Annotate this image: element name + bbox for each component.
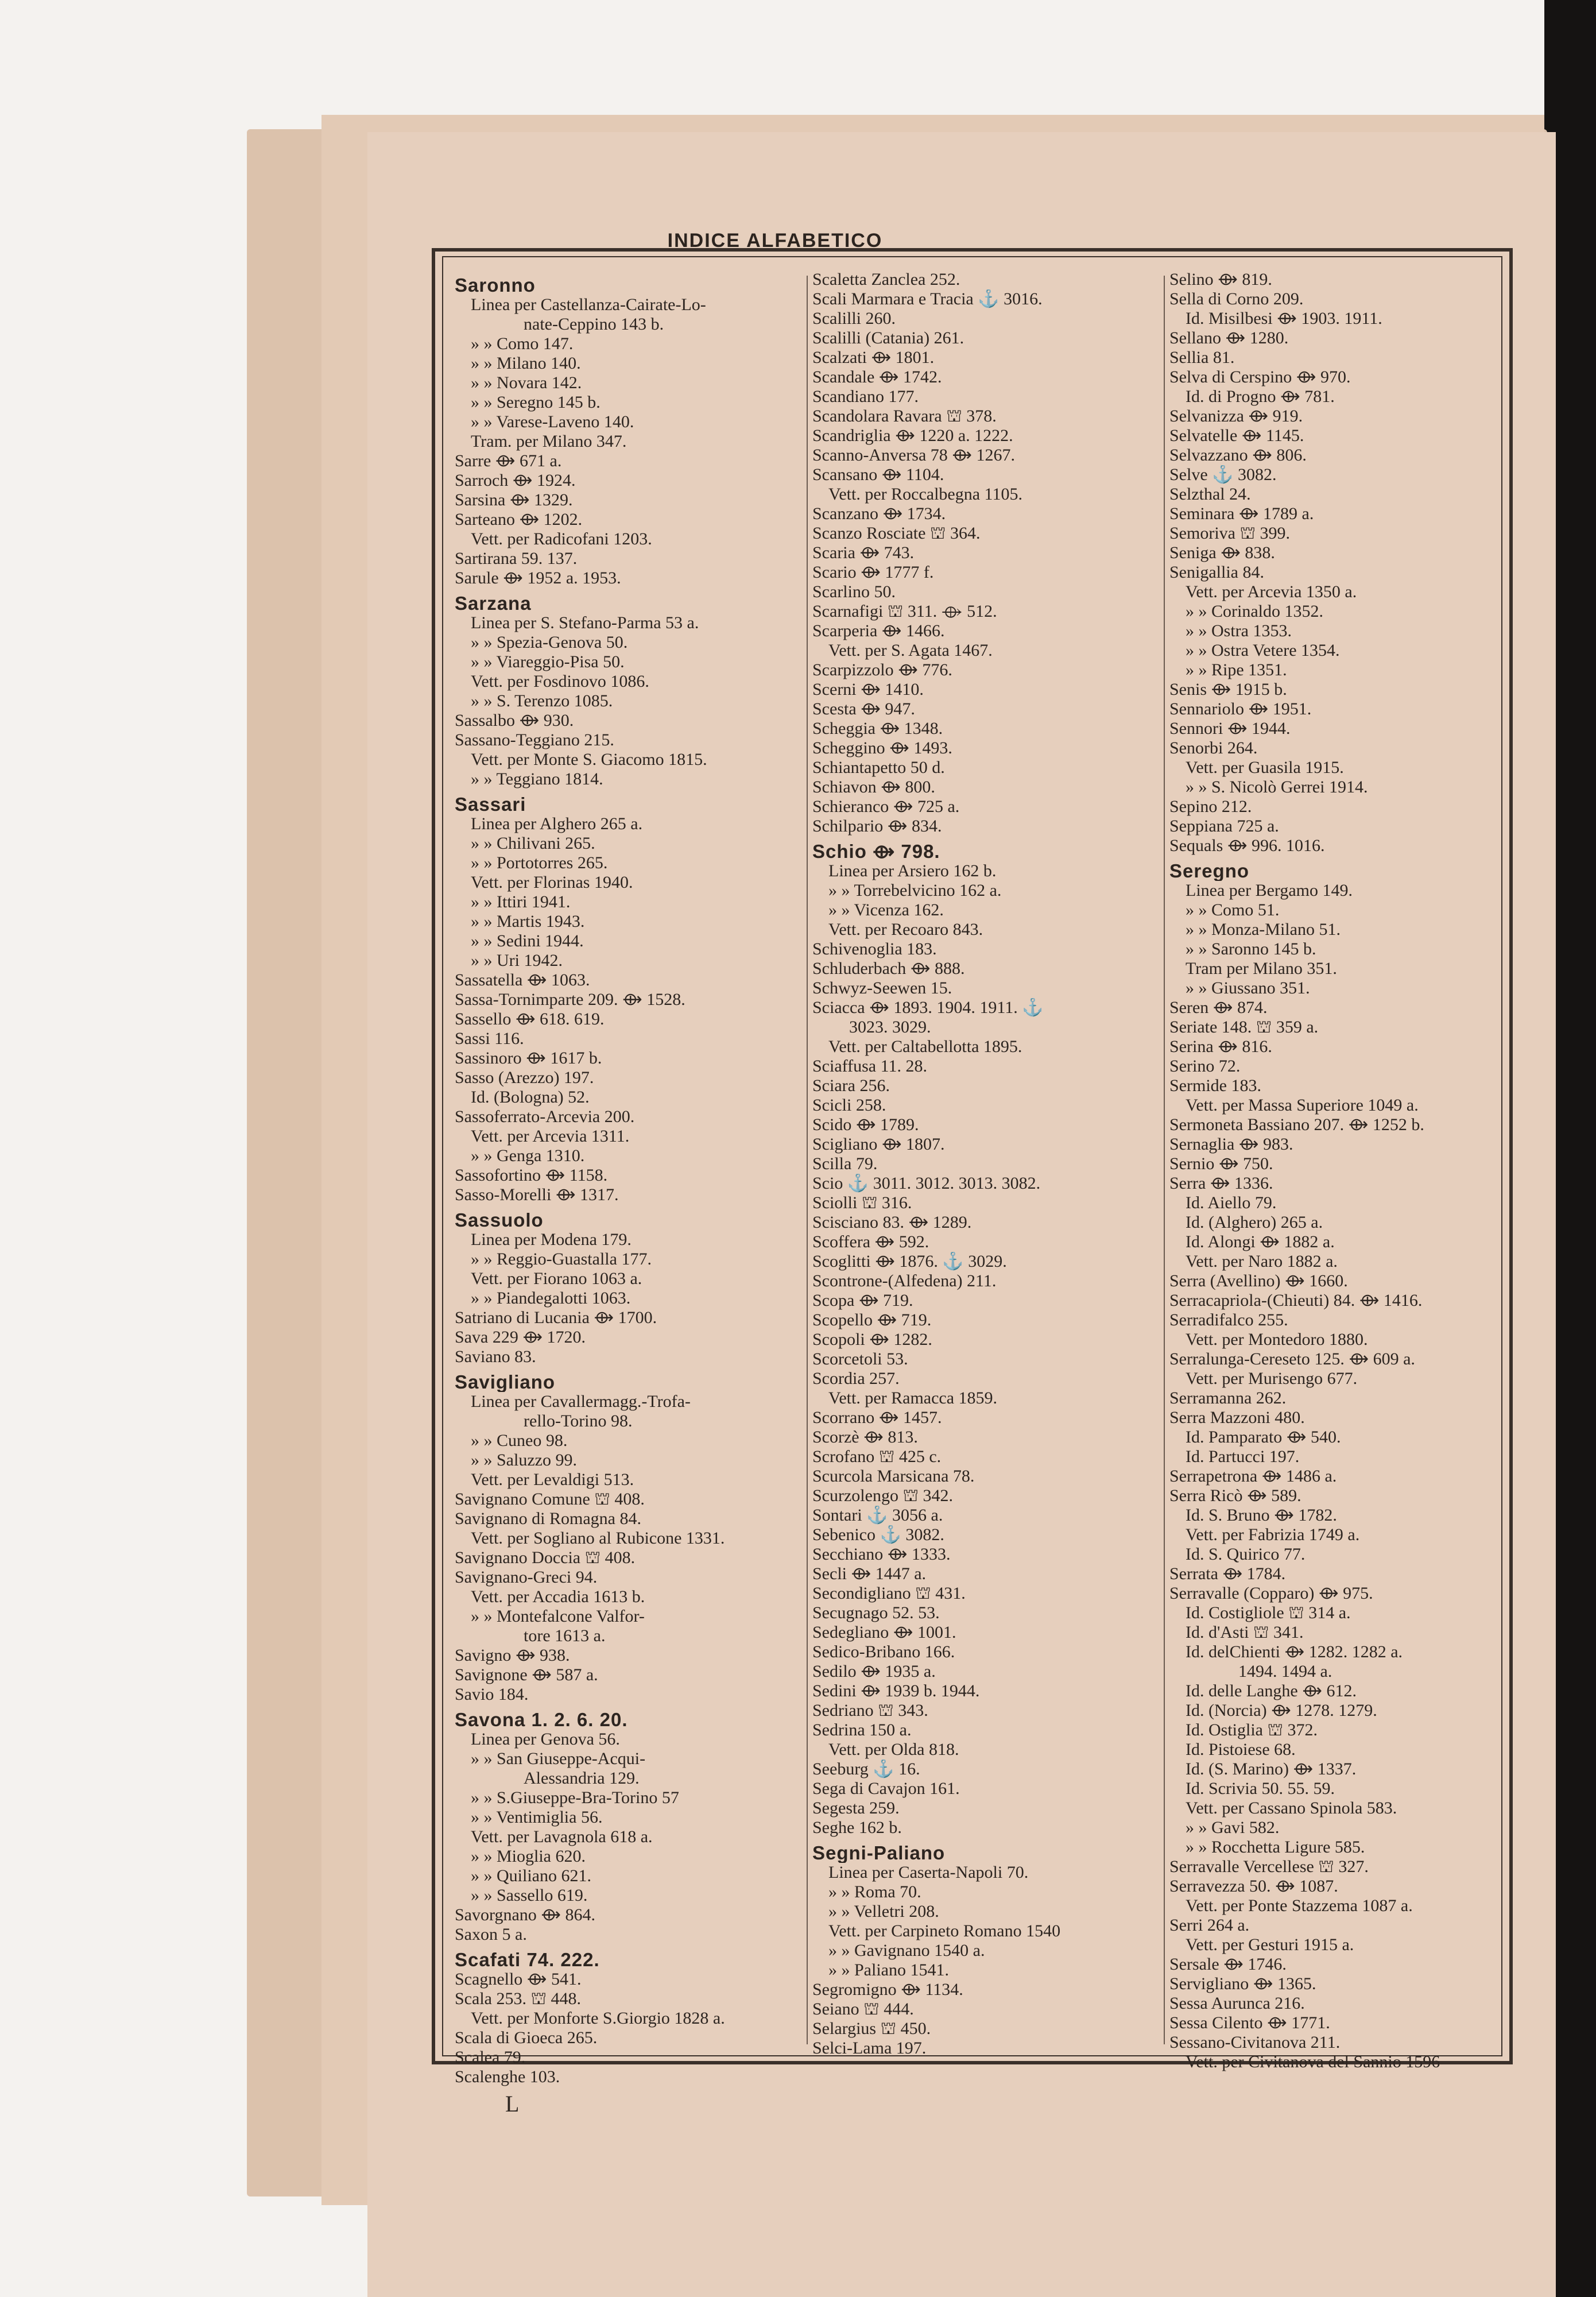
index-entry: Linea per S. Stefano-Parma 53 a. — [471, 613, 699, 632]
index-heading: Segni-Paliano — [812, 1843, 946, 1863]
index-entry: Id. Partucci 197. — [1186, 1447, 1300, 1466]
index-entry: » » Genga 1310. — [471, 1146, 585, 1165]
index-heading: Sarzana — [455, 594, 532, 613]
index-entry: Savignano di Romagna 84. — [455, 1509, 641, 1528]
index-entry: Seiano ⛫ 444. — [812, 2000, 914, 2018]
index-entry: Serra (Avellino) ⟴ 1660. — [1169, 1271, 1348, 1290]
index-entry: Senigallia 84. — [1169, 563, 1264, 582]
index-entry: Scalenghe 103. — [455, 2067, 560, 2086]
index-entry: Sarsina ⟴ 1329. — [455, 490, 573, 509]
index-entry: Sernio ⟴ 750. — [1169, 1154, 1273, 1173]
index-entry: 3023. 3029. — [849, 1018, 931, 1037]
index-entry: Scaletta Zanclea 252. — [812, 270, 960, 289]
index-entry: » » Saronno 145 b. — [1186, 939, 1316, 958]
index-entry: Scilla 79. — [812, 1154, 878, 1173]
index-entry: Linea per Bergamo 149. — [1186, 881, 1353, 900]
index-entry: Vett. per Ponte Stazzema 1087 a. — [1186, 1896, 1413, 1915]
index-entry: Tram per Milano 351. — [1186, 959, 1337, 978]
index-entry: Serra Ricò ⟴ 589. — [1169, 1486, 1301, 1505]
index-entry: Alessandria 129. — [524, 1769, 640, 1788]
index-entry: » » Cuneo 98. — [471, 1431, 568, 1450]
index-entry: Sellia 81. — [1169, 348, 1235, 367]
index-entry: Sessano-Civitanova 211. — [1169, 2033, 1341, 2052]
index-entry: Sedini ⟴ 1939 b. 1944. — [812, 1681, 980, 1700]
index-heading: Seregno — [1169, 861, 1250, 881]
index-entry: » » Ventimiglia 56. — [471, 1808, 603, 1827]
index-entry: Id. Pistoiese 68. — [1186, 1740, 1296, 1759]
index-entry: Id. Costigliole ⛫ 314 a. — [1186, 1603, 1351, 1622]
index-entry: Scurzolengo ⛫ 342. — [812, 1486, 954, 1505]
index-entry: » » Como 51. — [1186, 900, 1280, 919]
index-entry: Id. delChienti ⟴ 1282. 1282 a. — [1186, 1642, 1403, 1661]
index-entry: Savignano-Greci 94. — [455, 1568, 598, 1587]
index-entry: Sassano-Teggiano 215. — [455, 730, 614, 749]
index-entry: » » Sedini 1944. — [471, 931, 584, 950]
index-entry: Sebenico ⚓ 3082. — [812, 1525, 944, 1544]
index-entry: Id. Pamparato ⟴ 540. — [1186, 1428, 1341, 1447]
index-entry: Sermoneta Bassiano 207. ⟴ 1252 b. — [1169, 1115, 1424, 1134]
index-entry: Scali Marmara e Tracia ⚓ 3016. — [812, 289, 1043, 308]
index-entry: Seghe 162 b. — [812, 1818, 902, 1837]
index-entry: Scopa ⟴ 719. — [812, 1291, 913, 1310]
index-entry: Vett. per Murisengo 677. — [1186, 1369, 1358, 1388]
index-entry: Vett. per Accadia 1613 b. — [471, 1587, 645, 1606]
index-entry: Secugnago 52. 53. — [812, 1603, 940, 1622]
index-entry: » » S.Giuseppe-Bra-Torino 57 — [471, 1788, 679, 1807]
index-entry: Sega di Cavajon 161. — [812, 1779, 960, 1798]
index-entry: Serina ⟴ 816. — [1169, 1037, 1272, 1056]
index-entry: Scanzo Rosciate ⛫ 364. — [812, 524, 981, 543]
index-entry: Scisciano 83. ⟴ 1289. — [812, 1213, 972, 1232]
index-entry: Sessa Aurunca 216. — [1169, 1994, 1305, 2013]
index-entry: Scalilli 260. — [812, 309, 896, 328]
index-entry: Vett. per Recoaro 843. — [828, 920, 983, 939]
index-entry: » » Torrebelvicino 162 a. — [828, 881, 1002, 900]
index-entry: Schwyz-Seewen 15. — [812, 979, 952, 997]
index-entry: Vett. per Ramacca 1859. — [828, 1389, 998, 1407]
index-entry: Serravezza 50. ⟴ 1087. — [1169, 1877, 1338, 1896]
index-entry: Satriano di Lucania ⟴ 1700. — [455, 1308, 657, 1327]
index-entry: Sarule ⟴ 1952 a. 1953. — [455, 569, 621, 587]
index-entry: » » Ittiri 1941. — [471, 892, 571, 911]
index-heading: Sassari — [455, 795, 526, 814]
index-entry: Savigno ⟴ 938. — [455, 1646, 570, 1665]
index-entry: » » Seregno 145 b. — [471, 393, 601, 412]
index-entry: Scerni ⟴ 1410. — [812, 680, 924, 699]
index-entry: » » Gavi 582. — [1186, 1818, 1280, 1837]
index-entry: Linea per Modena 179. — [471, 1230, 632, 1249]
index-entry: Sedriano ⛫ 343. — [812, 1701, 928, 1720]
index-entry: Scurcola Marsicana 78. — [812, 1467, 975, 1486]
index-entry: Vett. per Fiorano 1063 a. — [471, 1269, 642, 1288]
index-entry: » » Piandegalotti 1063. — [471, 1289, 631, 1308]
index-entry: Vett. per Levaldigi 513. — [471, 1470, 634, 1489]
index-heading: Scafati 74. 222. — [455, 1950, 600, 1970]
index-entry: » » San Giuseppe-Acqui- — [471, 1749, 646, 1768]
index-entry: Scandriglia ⟴ 1220 a. 1222. — [812, 426, 1013, 445]
index-entry: Scala di Gioeca 265. — [455, 2028, 598, 2047]
index-entry: Scala 253. ⛫ 448. — [455, 1989, 582, 2008]
index-column-3 — [1169, 270, 1500, 2072]
index-entry: Vett. per Massa Superiore 1049 a. — [1186, 1096, 1419, 1115]
index-entry: Vett. per Olda 818. — [828, 1740, 959, 1759]
index-entry: nate-Ceppino 143 b. — [524, 315, 664, 334]
index-entry: Secchiano ⟴ 1333. — [812, 1545, 951, 1564]
index-entry: Scontrone-(Alfedena) 211. — [812, 1271, 997, 1290]
index-entry: Savignano Comune ⛫ 408. — [455, 1490, 645, 1509]
index-entry: Id. Alongi ⟴ 1882 a. — [1186, 1232, 1335, 1251]
index-column-2 — [812, 270, 1151, 2058]
index-entry: Seeburg ⚓ 16. — [812, 1760, 920, 1778]
index-entry: » » Sassello 619. — [471, 1886, 588, 1905]
index-entry: Scandale ⟴ 1742. — [812, 368, 942, 386]
index-entry: Linea per Castellanza-Cairate-Lo- — [471, 295, 706, 314]
index-entry: Sellano ⟴ 1280. — [1169, 328, 1289, 347]
index-entry: Scagnello ⟴ 541. — [455, 1970, 582, 1989]
index-entry: Selva di Cerspino ⟴ 970. — [1169, 368, 1351, 386]
index-entry: Scorzè ⟴ 813. — [812, 1428, 918, 1447]
index-entry: Sersale ⟴ 1746. — [1169, 1955, 1287, 1974]
index-entry: Schilpario ⟴ 834. — [812, 817, 942, 836]
index-entry: Savio 184. — [455, 1685, 529, 1704]
index-entry: Id. (S. Marino) ⟴ 1337. — [1186, 1760, 1357, 1778]
column-divider — [1164, 276, 1165, 2044]
index-heading: Schio ⟴ 798. — [812, 842, 940, 861]
index-entry: Vett. per Sogliano al Rubicone 1331. — [471, 1529, 725, 1548]
index-entry: Id. S. Bruno ⟴ 1782. — [1186, 1506, 1337, 1525]
index-entry: » » Rocchetta Ligure 585. — [1186, 1838, 1365, 1857]
index-entry: Savignone ⟴ 587 a. — [455, 1665, 598, 1684]
index-entry: Scheggino ⟴ 1493. — [812, 738, 952, 757]
index-entry: Sassalbo ⟴ 930. — [455, 711, 574, 730]
index-entry: » » Uri 1942. — [471, 951, 563, 970]
index-entry: Vett. per Guasila 1915. — [1186, 758, 1344, 777]
index-heading: Savona 1. 2. 6. 20. — [455, 1710, 628, 1730]
index-entry: Scheggia ⟴ 1348. — [812, 719, 943, 738]
index-entry: Id. delle Langhe ⟴ 612. — [1186, 1681, 1357, 1700]
index-entry: Serralunga-Cereseto 125. ⟴ 609 a. — [1169, 1349, 1415, 1368]
index-entry: Sassofortino ⟴ 1158. — [455, 1166, 608, 1185]
index-entry: Selvatelle ⟴ 1145. — [1169, 426, 1304, 445]
index-entry: Vett. per Monforte S.Giorgio 1828 a. — [471, 2009, 725, 2028]
index-entry: Sassi 116. — [455, 1029, 524, 1048]
index-entry: Scandolara Ravara ⛫ 378. — [812, 407, 997, 426]
index-entry: Seppiana 725 a. — [1169, 817, 1279, 836]
index-entry: Vett. per Montedoro 1880. — [1186, 1330, 1368, 1349]
index-entry: Scoglitti ⟴ 1876. ⚓ 3029. — [812, 1252, 1007, 1271]
index-entry: » » Velletri 208. — [828, 1902, 939, 1921]
index-entry: Vett. per Carpineto Romano 1540 — [828, 1921, 1061, 1940]
index-entry: Schivenoglia 183. — [812, 939, 937, 958]
index-entry: Serracapriola-(Chieuti) 84. ⟴ 1416. — [1169, 1291, 1423, 1310]
index-entry: Id. S. Quirico 77. — [1186, 1545, 1306, 1564]
index-entry: » » S. Terenzo 1085. — [471, 691, 613, 710]
index-entry: » » Vicenza 162. — [828, 900, 944, 919]
index-entry: Sassinoro ⟴ 1617 b. — [455, 1049, 602, 1068]
page-title: INDICE ALFABETICO — [667, 230, 883, 252]
index-entry: Selzthal 24. — [1169, 485, 1251, 504]
index-entry: Seniga ⟴ 838. — [1169, 543, 1275, 562]
index-entry: » » Viareggio-Pisa 50. — [471, 652, 625, 671]
index-entry: Id. d'Asti ⛫ 341. — [1186, 1623, 1304, 1642]
index-entry: Scido ⟴ 1789. — [812, 1115, 919, 1134]
index-entry: » » S. Nicolò Gerrei 1914. — [1186, 778, 1368, 796]
index-entry: Serra ⟴ 1336. — [1169, 1174, 1273, 1193]
index-entry: Sciaffusa 11. 28. — [812, 1057, 927, 1076]
index-entry: Scandiano 177. — [812, 387, 919, 406]
index-entry: » » Roma 70. — [828, 1882, 921, 1901]
index-entry: Tram. per Milano 347. — [471, 432, 627, 451]
index-entry: Scicli 258. — [812, 1096, 886, 1115]
index-entry: Senorbi 264. — [1169, 738, 1258, 757]
index-entry: Selino ⟴ 819. — [1169, 270, 1272, 289]
index-entry: Id. Aiello 79. — [1186, 1193, 1277, 1212]
index-entry: rello-Torino 98. — [524, 1412, 633, 1430]
index-entry: Scarnafigi ⛫ 311. ⟴ 512. — [812, 602, 997, 621]
index-entry: » » Reggio-Guastalla 177. — [471, 1250, 652, 1269]
index-entry: Sepino 212. — [1169, 797, 1252, 816]
index-entry: Schluderbach ⟴ 888. — [812, 959, 965, 978]
index-entry: Sedico-Bribano 166. — [812, 1642, 955, 1661]
index-entry: » » Novara 142. — [471, 373, 582, 392]
index-entry: Sarroch ⟴ 1924. — [455, 471, 576, 490]
index-entry: Scansano ⟴ 1104. — [812, 465, 944, 484]
index-entry: Sasso-Morelli ⟴ 1317. — [455, 1185, 619, 1204]
index-entry: » » Ripe 1351. — [1186, 660, 1287, 679]
index-entry: Scalzati ⟴ 1801. — [812, 348, 935, 367]
index-heading: Sassuolo — [455, 1211, 544, 1230]
index-entry: Vett. per Florinas 1940. — [471, 873, 633, 892]
index-entry: Vett. per Roccalbegna 1105. — [828, 485, 1022, 504]
index-entry: Segromigno ⟴ 1134. — [812, 1980, 963, 1999]
index-entry: Linea per Genova 56. — [471, 1730, 620, 1749]
index-entry: Sassatella ⟴ 1063. — [455, 970, 590, 989]
index-entry: Linea per Arsiero 162 b. — [828, 861, 997, 880]
index-entry: Seminara ⟴ 1789 a. — [1169, 504, 1314, 523]
index-entry: Sasso (Arezzo) 197. — [455, 1068, 594, 1087]
index-entry: Sciacca ⟴ 1893. 1904. 1911. ⚓ — [812, 998, 1044, 1017]
index-entry: » » Ostra 1353. — [1186, 621, 1292, 640]
index-entry: Sciara 256. — [812, 1076, 890, 1095]
index-entry: » » Milano 140. — [471, 354, 581, 373]
index-entry: Senis ⟴ 1915 b. — [1169, 680, 1287, 699]
index-entry: Secli ⟴ 1447 a. — [812, 1564, 927, 1583]
index-entry: Id. Ostiglia ⛫ 372. — [1186, 1720, 1318, 1739]
index-entry: Schiavon ⟴ 800. — [812, 778, 935, 796]
index-entry: Vett. per Radicofani 1203. — [471, 529, 652, 548]
index-entry: Savignano Doccia ⛫ 408. — [455, 1548, 636, 1567]
index-entry: Serravalle (Copparo) ⟴ 975. — [1169, 1584, 1373, 1603]
index-entry: Linea per Alghero 265 a. — [471, 814, 643, 833]
index-entry: Scalilli (Catania) 261. — [812, 328, 964, 347]
index-entry: Selvazzano ⟴ 806. — [1169, 446, 1307, 465]
index-entry: Id. Misilbesi ⟴ 1903. 1911. — [1186, 309, 1382, 328]
index-entry: Vett. per Fosdinovo 1086. — [471, 672, 649, 691]
index-column-1 — [455, 270, 793, 2087]
index-entry: Scarperia ⟴ 1466. — [812, 621, 945, 640]
index-entry: Sedilo ⟴ 1935 a. — [812, 1662, 936, 1681]
index-entry: » » Spezia-Genova 50. — [471, 633, 628, 652]
index-entry: Scrofano ⛫ 425 c. — [812, 1447, 942, 1466]
index-entry: » » Quiliano 621. — [471, 1866, 591, 1885]
index-entry: » » Gavignano 1540 a. — [828, 1941, 985, 1960]
index-entry: Saxon 5 a. — [455, 1925, 527, 1944]
index-entry: Vett. per Civitanova del Sannio 1596 — [1186, 2052, 1440, 2071]
index-entry: Vett. per Gesturi 1915 a. — [1186, 1935, 1354, 1954]
index-entry: Serri 264 a. — [1169, 1916, 1250, 1935]
index-entry: Scorrano ⟴ 1457. — [812, 1408, 942, 1427]
index-entry: Scio ⚓ 3011. 3012. 3013. 3082. — [812, 1174, 1041, 1193]
index-entry: Sassello ⟴ 618. 619. — [455, 1010, 605, 1028]
index-entry: » » Corinaldo 1352. — [1186, 602, 1323, 621]
index-entry: » » Giussano 351. — [1186, 979, 1310, 997]
index-entry: Schiantapetto 50 d. — [812, 758, 945, 777]
index-entry: » » Chilivani 265. — [471, 834, 595, 853]
index-entry: Scoffera ⟴ 592. — [812, 1232, 929, 1251]
index-entry: Schieranco ⟴ 725 a. — [812, 797, 960, 816]
index-entry: Id. Scrivia 50. 55. 59. — [1186, 1779, 1335, 1798]
index-entry: » » Martis 1943. — [471, 912, 585, 931]
index-entry: Saviano 83. — [455, 1347, 536, 1366]
index-entry: Semoriva ⛫ 399. — [1169, 524, 1291, 543]
index-entry: Vett. per Arcevia 1350 a. — [1186, 582, 1357, 601]
index-entry: » » Teggiano 1814. — [471, 769, 603, 788]
index-entry: Sella di Corno 209. — [1169, 289, 1304, 308]
index-entry: Serravalle Vercellese ⛫ 327. — [1169, 1857, 1369, 1876]
index-entry: Selci-Lama 197. — [812, 2039, 927, 2058]
index-entry: Serrata ⟴ 1784. — [1169, 1564, 1286, 1583]
index-entry: Selargius ⛫ 450. — [812, 2019, 931, 2038]
index-entry: » » Saluzzo 99. — [471, 1451, 577, 1470]
page-folio: L — [505, 2091, 520, 2117]
index-entry: » » Como 147. — [471, 334, 574, 353]
index-entry: Scarpizzolo ⟴ 776. — [812, 660, 952, 679]
index-entry: Sennariolo ⟴ 1951. — [1169, 699, 1312, 718]
index-entry: Segesta 259. — [812, 1799, 900, 1818]
index-entry: Scarlino 50. — [812, 582, 896, 601]
index-entry: Sennori ⟴ 1944. — [1169, 719, 1291, 738]
index-entry: Sartirana 59. 137. — [455, 549, 578, 568]
index-entry: Seriate 148. ⛫ 359 a. — [1169, 1018, 1319, 1037]
index-entry: » » Portotorres 265. — [471, 853, 608, 872]
index-entry: tore 1613 a. — [524, 1626, 606, 1645]
index-entry: » » Paliano 1541. — [828, 1960, 949, 1979]
index-entry: Sedrina 150 a. — [812, 1720, 912, 1739]
index-entry: Sedegliano ⟴ 1001. — [812, 1623, 956, 1642]
index-entry: » » Mioglia 620. — [471, 1847, 586, 1866]
index-entry: » » Monza-Milano 51. — [1186, 920, 1341, 939]
index-entry: Scordia 257. — [812, 1369, 900, 1388]
index-entry: Vett. per S. Agata 1467. — [828, 641, 993, 660]
index-entry: Sermide 183. — [1169, 1076, 1261, 1095]
index-entry: Scigliano ⟴ 1807. — [812, 1135, 945, 1154]
index-entry: Serra Mazzoni 480. — [1169, 1408, 1305, 1427]
index-entry: Secondigliano ⛫ 431. — [812, 1584, 966, 1603]
index-entry: Scalea 79. — [455, 2048, 526, 2067]
index-entry: Seren ⟴ 874. — [1169, 998, 1268, 1017]
index-entry: » » Ostra Vetere 1354. — [1186, 641, 1340, 660]
index-entry: Serradifalco 255. — [1169, 1310, 1288, 1329]
index-entry: Scesta ⟴ 947. — [812, 699, 915, 718]
index-entry: Serino 72. — [1169, 1057, 1241, 1076]
index-heading: Saronno — [455, 276, 536, 295]
index-entry: Scorcetoli 53. — [812, 1349, 908, 1368]
index-entry: » » Montefalcone Valfor- — [471, 1607, 645, 1626]
index-entry: Selve ⚓ 3082. — [1169, 465, 1277, 484]
index-heading: Savigliano — [455, 1372, 556, 1392]
index-entry: Sarre ⟴ 671 a. — [455, 451, 562, 470]
index-entry: Linea per Caserta-Napoli 70. — [828, 1863, 1029, 1882]
index-entry: Sessa Cilento ⟴ 1771. — [1169, 2013, 1330, 2032]
index-entry: Id. di Progno ⟴ 781. — [1186, 387, 1335, 406]
index-entry: 1494. 1494 a. — [1238, 1662, 1332, 1681]
index-entry: Scario ⟴ 1777 f. — [812, 563, 934, 582]
index-entry: Sernaglia ⟴ 983. — [1169, 1135, 1293, 1154]
index-entry: Id. (Alghero) 265 a. — [1186, 1213, 1323, 1232]
index-entry: » » Varese-Laveno 140. — [471, 412, 634, 431]
index-entry: Scanno-Anversa 78 ⟴ 1267. — [812, 446, 1015, 465]
index-entry: Scanzano ⟴ 1734. — [812, 504, 946, 523]
index-entry: Vett. per Caltabellotta 1895. — [828, 1037, 1022, 1056]
index-entry: Scopoli ⟴ 1282. — [812, 1330, 932, 1349]
index-entry: Vett. per Cassano Spinola 583. — [1186, 1799, 1397, 1818]
column-divider — [807, 276, 808, 2044]
index-entry: Id. (Norcia) ⟴ 1278. 1279. — [1186, 1701, 1377, 1720]
index-entry: Sava 229 ⟴ 1720. — [455, 1328, 586, 1347]
index-entry: Sequals ⟴ 996. 1016. — [1169, 836, 1325, 855]
index-entry: Linea per Cavallermagg.-Trofa- — [471, 1392, 691, 1411]
index-entry: Servigliano ⟴ 1365. — [1169, 1974, 1316, 1993]
index-entry: Id. (Bologna) 52. — [471, 1088, 590, 1107]
index-entry: Serramanna 262. — [1169, 1389, 1287, 1407]
index-entry: Sassa-Tornimparte 209. ⟴ 1528. — [455, 990, 685, 1009]
index-entry: Scaria ⟴ 743. — [812, 543, 915, 562]
index-entry: Serrapetrona ⟴ 1486 a. — [1169, 1467, 1337, 1486]
index-entry: Sarteano ⟴ 1202. — [455, 510, 583, 529]
index-entry: Sassoferrato-Arcevia 200. — [455, 1107, 635, 1126]
index-entry: Vett. per Arcevia 1311. — [471, 1127, 630, 1146]
index-entry: Vett. per Naro 1882 a. — [1186, 1252, 1338, 1271]
index-entry: Scopello ⟴ 719. — [812, 1310, 932, 1329]
index-entry: Vett. per Monte S. Giacomo 1815. — [471, 750, 707, 769]
index-entry: Vett. per Lavagnola 618 a. — [471, 1827, 653, 1846]
index-entry: Selvanizza ⟴ 919. — [1169, 407, 1303, 426]
index-entry: Savorgnano ⟴ 864. — [455, 1905, 595, 1924]
index-entry: Sciolli ⛫ 316. — [812, 1193, 912, 1212]
index-entry: Sontari ⚓ 3056 a. — [812, 1506, 943, 1525]
index-entry: Vett. per Fabrizia 1749 a. — [1186, 1525, 1360, 1544]
